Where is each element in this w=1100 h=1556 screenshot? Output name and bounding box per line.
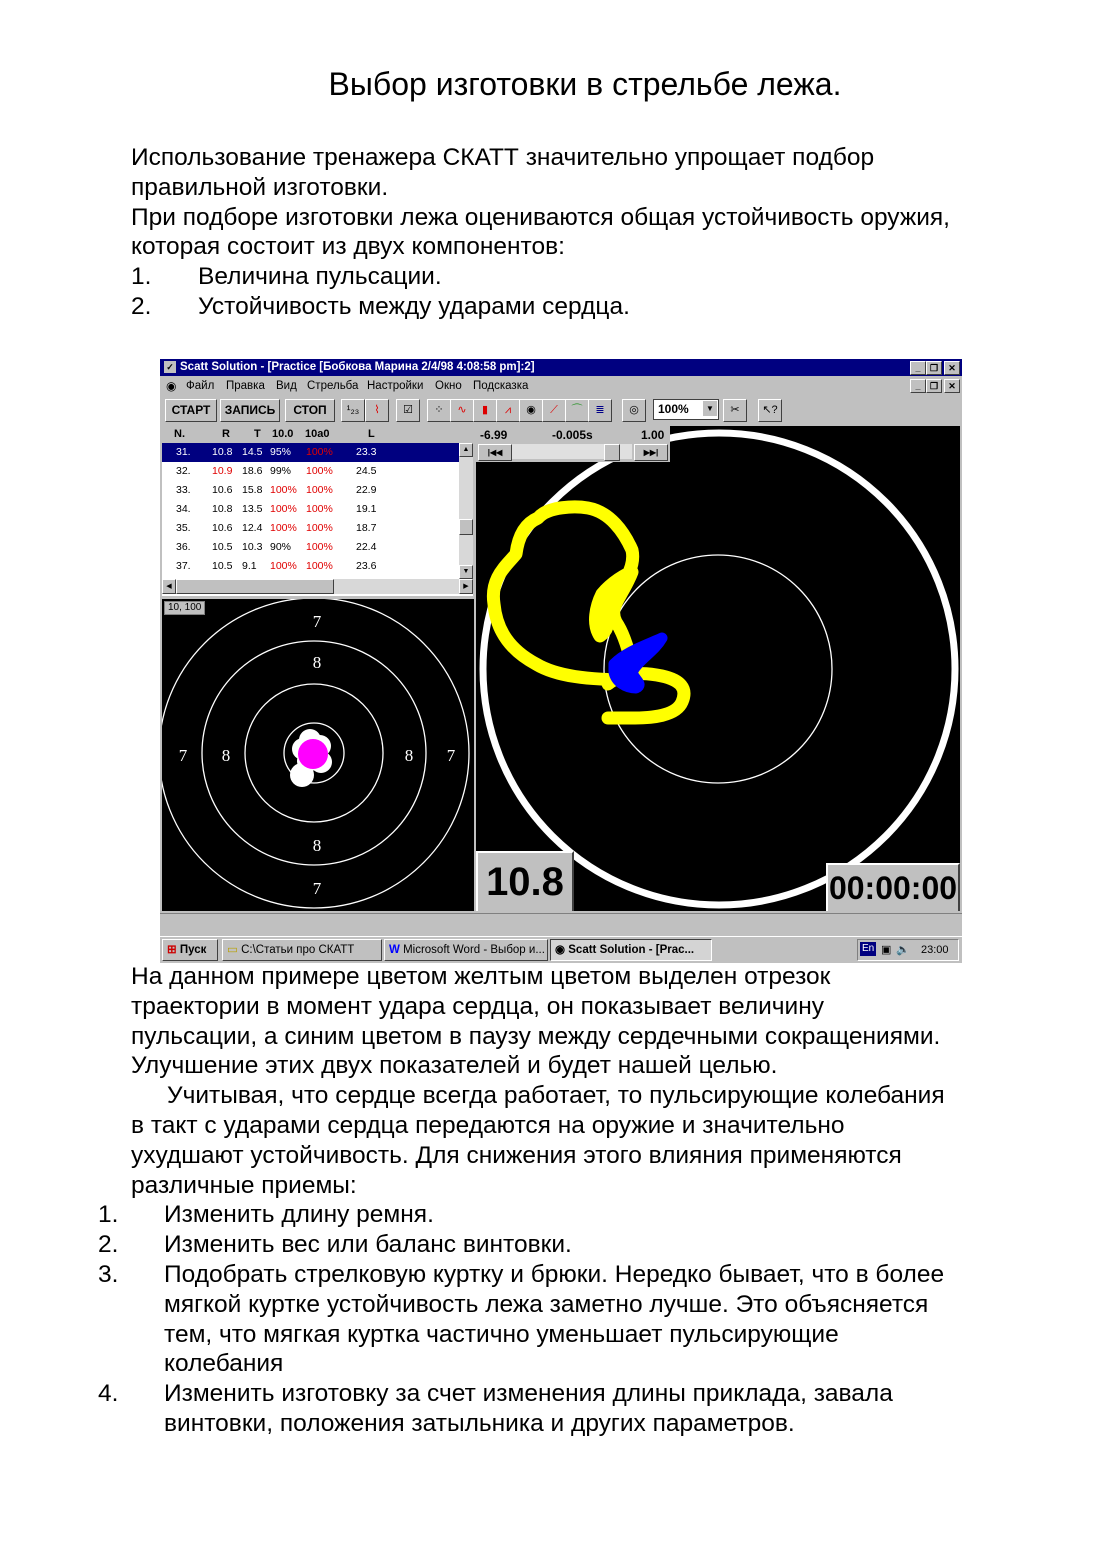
- ring-label: 7: [312, 612, 322, 631]
- body-list-item: [98, 1379, 951, 1439]
- body-list-item: [98, 1230, 951, 1260]
- help-pointer-icon[interactable]: ↖?: [758, 399, 782, 422]
- rewind-icon[interactable]: |◀◀: [478, 444, 512, 461]
- speaker-icon[interactable]: 🔈: [896, 944, 910, 956]
- hscroll-thumb[interactable]: [176, 579, 334, 594]
- menu-settings[interactable]: Настройки: [367, 380, 424, 392]
- menu-edit[interactable]: Правка: [226, 380, 265, 392]
- table-cell-n: 31.: [176, 446, 191, 458]
- trace-svg: [476, 426, 960, 911]
- list-text: Величина пульсации.: [198, 263, 442, 291]
- last-shot: [298, 739, 328, 769]
- table-cell-a: 95%: [270, 446, 292, 458]
- target-svg: [162, 599, 474, 911]
- body-list-item: [98, 1200, 951, 1230]
- list-text: Подобрать стрелковую куртку и брюки. Нередко бывает, что в более мягкой куртке устойчивость лежа заметно лучше. Это объясняется тем, что мягкая куртка частично уменьшает пульсирующие колебания: [164, 1260, 945, 1378]
- list-number: 3.: [98, 1260, 119, 1288]
- clock[interactable]: 23:00: [921, 944, 949, 956]
- table-cell-t: 12.4: [242, 522, 263, 534]
- table-vscroll[interactable]: [459, 443, 473, 579]
- start-menu-label: Пуск: [179, 944, 207, 956]
- table-row[interactable]: [162, 500, 459, 519]
- list-number: 2.: [98, 1231, 119, 1259]
- numbering-icon[interactable]: ¹₂₃: [341, 399, 365, 422]
- col-10a0: 10a0: [305, 428, 330, 440]
- windows-icon: ⊞: [167, 944, 177, 956]
- table-row[interactable]: [162, 443, 459, 462]
- folder-icon: ▭: [227, 944, 238, 956]
- target-panel: [162, 599, 474, 911]
- list-number: 2.: [131, 292, 152, 320]
- trace-controls: [476, 426, 670, 462]
- menu-file[interactable]: Файл: [186, 380, 215, 392]
- list-text: Изменить длину ремня.: [164, 1201, 434, 1229]
- slider-thumb[interactable]: [604, 444, 620, 461]
- table-cell-l: 23.3: [356, 446, 377, 458]
- disc-icon[interactable]: ◎: [622, 399, 646, 422]
- taskbar-folder[interactable]: [222, 939, 382, 961]
- taskbar-scatt[interactable]: [550, 939, 712, 961]
- table-cell-l: 22.4: [356, 541, 377, 553]
- ring-label: 7: [178, 746, 188, 765]
- col-t: T: [254, 428, 261, 440]
- col-l: L: [368, 428, 375, 440]
- waveform-icon[interactable]: ∿: [450, 399, 474, 422]
- doc-restore-icon[interactable]: ❐: [926, 379, 942, 393]
- list-number: 4.: [98, 1380, 119, 1408]
- table-cell-b: 100%: [306, 465, 333, 477]
- table-cell-t: 13.5: [242, 503, 263, 515]
- table-cell-r: 10.9: [212, 465, 233, 477]
- trend-icon[interactable]: ⩘: [496, 399, 520, 422]
- target-scale-label: 10, 100: [164, 601, 205, 615]
- ring-label: 7: [312, 879, 322, 898]
- menu-window[interactable]: Окно: [435, 380, 462, 392]
- pulse-trace: [493, 507, 636, 680]
- monitor-icon[interactable]: ▣: [881, 944, 892, 956]
- doc-minimize-icon[interactable]: _: [910, 379, 926, 393]
- line-chart-icon[interactable]: ⟋: [542, 399, 566, 422]
- table-cell-t: 15.8: [242, 484, 263, 496]
- col-n: N.: [174, 428, 185, 440]
- table-cell-l: 24.5: [356, 465, 377, 477]
- close-icon[interactable]: ✕: [944, 361, 960, 375]
- table-cell-b: 100%: [306, 541, 333, 553]
- intro-paragraph-2: При подборе изготовки лежа оцениваются общая устойчивость оружия, которая состоит из двух компонентов:: [131, 203, 950, 261]
- status-bar: [160, 913, 962, 936]
- table-cell-r: 10.8: [212, 446, 233, 458]
- list-number: 1.: [98, 1201, 119, 1229]
- menu-shooting[interactable]: Стрельба: [307, 380, 359, 392]
- list-text: Изменить изготовку за счет изменения длины приклада, завала винтовки, положения затыльника и других параметров.: [164, 1380, 893, 1437]
- table-cell-a: 100%: [270, 484, 297, 496]
- table-cell-n: 37.: [176, 560, 191, 572]
- intro-list-item: [131, 292, 951, 322]
- table-cell-t: 9.1: [242, 560, 257, 572]
- table-cell-l: 23.6: [356, 560, 377, 572]
- intro-text: [131, 143, 951, 322]
- table-cell-b: 100%: [306, 522, 333, 534]
- trace-position: -0.005s: [552, 428, 593, 442]
- intro-paragraph-1: Использование тренажера СКАТТ значительно упрощает подбор правильной изготовки.: [131, 144, 875, 201]
- trace-icon[interactable]: ⌇: [365, 399, 389, 422]
- zoom-value: 100%: [658, 402, 689, 416]
- table-row[interactable]: [162, 481, 459, 500]
- minimize-icon[interactable]: _: [910, 361, 926, 375]
- table-cell-t: 18.6: [242, 465, 263, 477]
- table-hscroll[interactable]: [162, 579, 473, 594]
- table-cell-l: 18.7: [356, 522, 377, 534]
- list-text: Устойчивость между ударами сердца.: [198, 292, 630, 320]
- trace-start: -6.99: [480, 428, 508, 442]
- ring-label: 8: [312, 836, 322, 855]
- taskbar: [160, 936, 962, 963]
- table-cell-n: 35.: [176, 522, 191, 534]
- scroll-right-icon[interactable]: ▶: [459, 579, 473, 594]
- forward-icon[interactable]: ▶▶|: [634, 444, 668, 461]
- ring-label: 8: [404, 746, 414, 765]
- table-cell-a: 90%: [270, 541, 292, 553]
- language-indicator[interactable]: En: [862, 943, 875, 954]
- taskbar-scatt-label: Scatt Solution - [Prac...: [568, 944, 695, 956]
- list-number: 1.: [131, 263, 152, 291]
- start-button[interactable]: СТАРТ: [165, 399, 217, 422]
- table-cell-r: 10.5: [212, 541, 233, 553]
- app-icon: ✓: [164, 361, 176, 373]
- scroll-up-icon[interactable]: ▲: [459, 443, 473, 457]
- record-button[interactable]: ЗАПИСЬ: [220, 399, 280, 422]
- table-cell-r: 10.5: [212, 560, 233, 572]
- page-title: Выбор изготовки в стрельбе лежа.: [328, 66, 842, 102]
- col-10: 10.0: [272, 428, 294, 440]
- scroll-thumb[interactable]: [459, 519, 473, 535]
- table-cell-a: 100%: [270, 560, 297, 572]
- bars-icon[interactable]: ▮: [473, 399, 497, 422]
- table-cell-n: 33.: [176, 484, 191, 496]
- stop-button[interactable]: СТОП: [285, 399, 335, 422]
- table-cell-t: 14.5: [242, 446, 263, 458]
- table-cell-l: 22.9: [356, 484, 377, 496]
- intro-list-item: [131, 262, 951, 292]
- table-cell-b: 100%: [306, 484, 333, 496]
- shots-table: [162, 426, 473, 596]
- ring-label: 8: [312, 653, 322, 672]
- doc-close-icon[interactable]: ✕: [944, 379, 960, 393]
- taskbar-word-label: Microsoft Word - Выбор и...: [403, 944, 545, 956]
- table-cell-n: 36.: [176, 541, 191, 553]
- taskbar-word[interactable]: [384, 939, 548, 961]
- table-header: [162, 426, 473, 443]
- window-title: Scatt Solution - [Practice [Бобкова Марина 2/4/98 4:08:58 pm]:2]: [180, 361, 535, 373]
- window-titlebar: [160, 359, 962, 376]
- table-cell-b: 100%: [306, 503, 333, 515]
- curve-chart-icon[interactable]: ⌒: [565, 399, 589, 422]
- toolbar: [160, 397, 962, 423]
- table-cell-l: 19.1: [356, 503, 377, 515]
- scatt-screenshot: [160, 359, 962, 962]
- scatt-icon: ◉: [555, 944, 566, 956]
- scroll-left-icon[interactable]: ◀: [162, 579, 176, 594]
- body-paragraph-1: На данном примере цветом желтым цветом выделен отрезок траектории в момент удара сердца, он показывает величину пульсации, а синим цветом в паузу между сердечными сокращениями. Улучшение этих двух показателей и будет нашей целью.: [131, 963, 941, 1080]
- table-cell-a: 100%: [270, 522, 297, 534]
- table-cell-n: 32.: [176, 465, 191, 477]
- table-cell-r: 10.8: [212, 503, 233, 515]
- list-view-icon[interactable]: ≣: [588, 399, 612, 422]
- shot-timer: 00:00:00: [826, 863, 960, 911]
- body-list-item: [98, 1260, 951, 1379]
- taskbar-folder-label: C:\Статьи про СКАТТ: [241, 944, 355, 956]
- system-tray: [857, 939, 959, 961]
- table-cell-t: 10.3: [242, 541, 263, 553]
- trash-icon[interactable]: ✂: [723, 399, 747, 422]
- table-cell-b: 100%: [306, 446, 333, 458]
- scroll-down-icon[interactable]: ▼: [459, 565, 473, 579]
- table-cell-r: 10.6: [212, 484, 233, 496]
- doc-icon[interactable]: ◉: [166, 379, 177, 393]
- trace-end: 1.00: [641, 428, 665, 442]
- target-icon[interactable]: ◉: [519, 399, 543, 422]
- ring-label: 7: [446, 746, 456, 765]
- chevron-down-icon[interactable]: ▼: [703, 401, 717, 416]
- table-row[interactable]: [162, 519, 459, 538]
- table-cell-b: 100%: [306, 560, 333, 572]
- table-row[interactable]: [162, 462, 459, 481]
- table-cell-r: 10.6: [212, 522, 233, 534]
- checklist-icon[interactable]: ☑: [396, 399, 420, 422]
- trace-panel: [476, 426, 960, 911]
- menu-view[interactable]: Вид: [276, 380, 297, 392]
- table-cell-n: 34.: [176, 503, 191, 515]
- menu-help[interactable]: Подсказка: [473, 380, 529, 392]
- table-row[interactable]: [162, 557, 459, 576]
- table-cell-a: 100%: [270, 503, 297, 515]
- word-icon: W: [389, 944, 400, 956]
- body-text: [98, 962, 951, 1439]
- col-r: R: [222, 428, 230, 440]
- shot-score: 10.8: [476, 851, 574, 911]
- table-cell-a: 99%: [270, 465, 292, 477]
- list-text: Изменить вес или баланс винтовки.: [164, 1231, 572, 1259]
- restore-icon[interactable]: ❐: [926, 361, 942, 375]
- body-paragraph-2: Учитывая, что сердце всегда работает, то пульсирующие колебания в такт с ударами сердца передаются на оружие и значительно ухудшают устойчивость. Для снижения этого влияния применяются различные приемы:: [131, 1082, 945, 1199]
- table-row[interactable]: [162, 538, 459, 557]
- zoom-select[interactable]: [653, 399, 719, 420]
- shots-grid-icon[interactable]: ⁘: [427, 399, 451, 422]
- menu-bar: [160, 377, 962, 395]
- ring-label: 8: [221, 746, 231, 765]
- start-menu-button[interactable]: [162, 939, 218, 961]
